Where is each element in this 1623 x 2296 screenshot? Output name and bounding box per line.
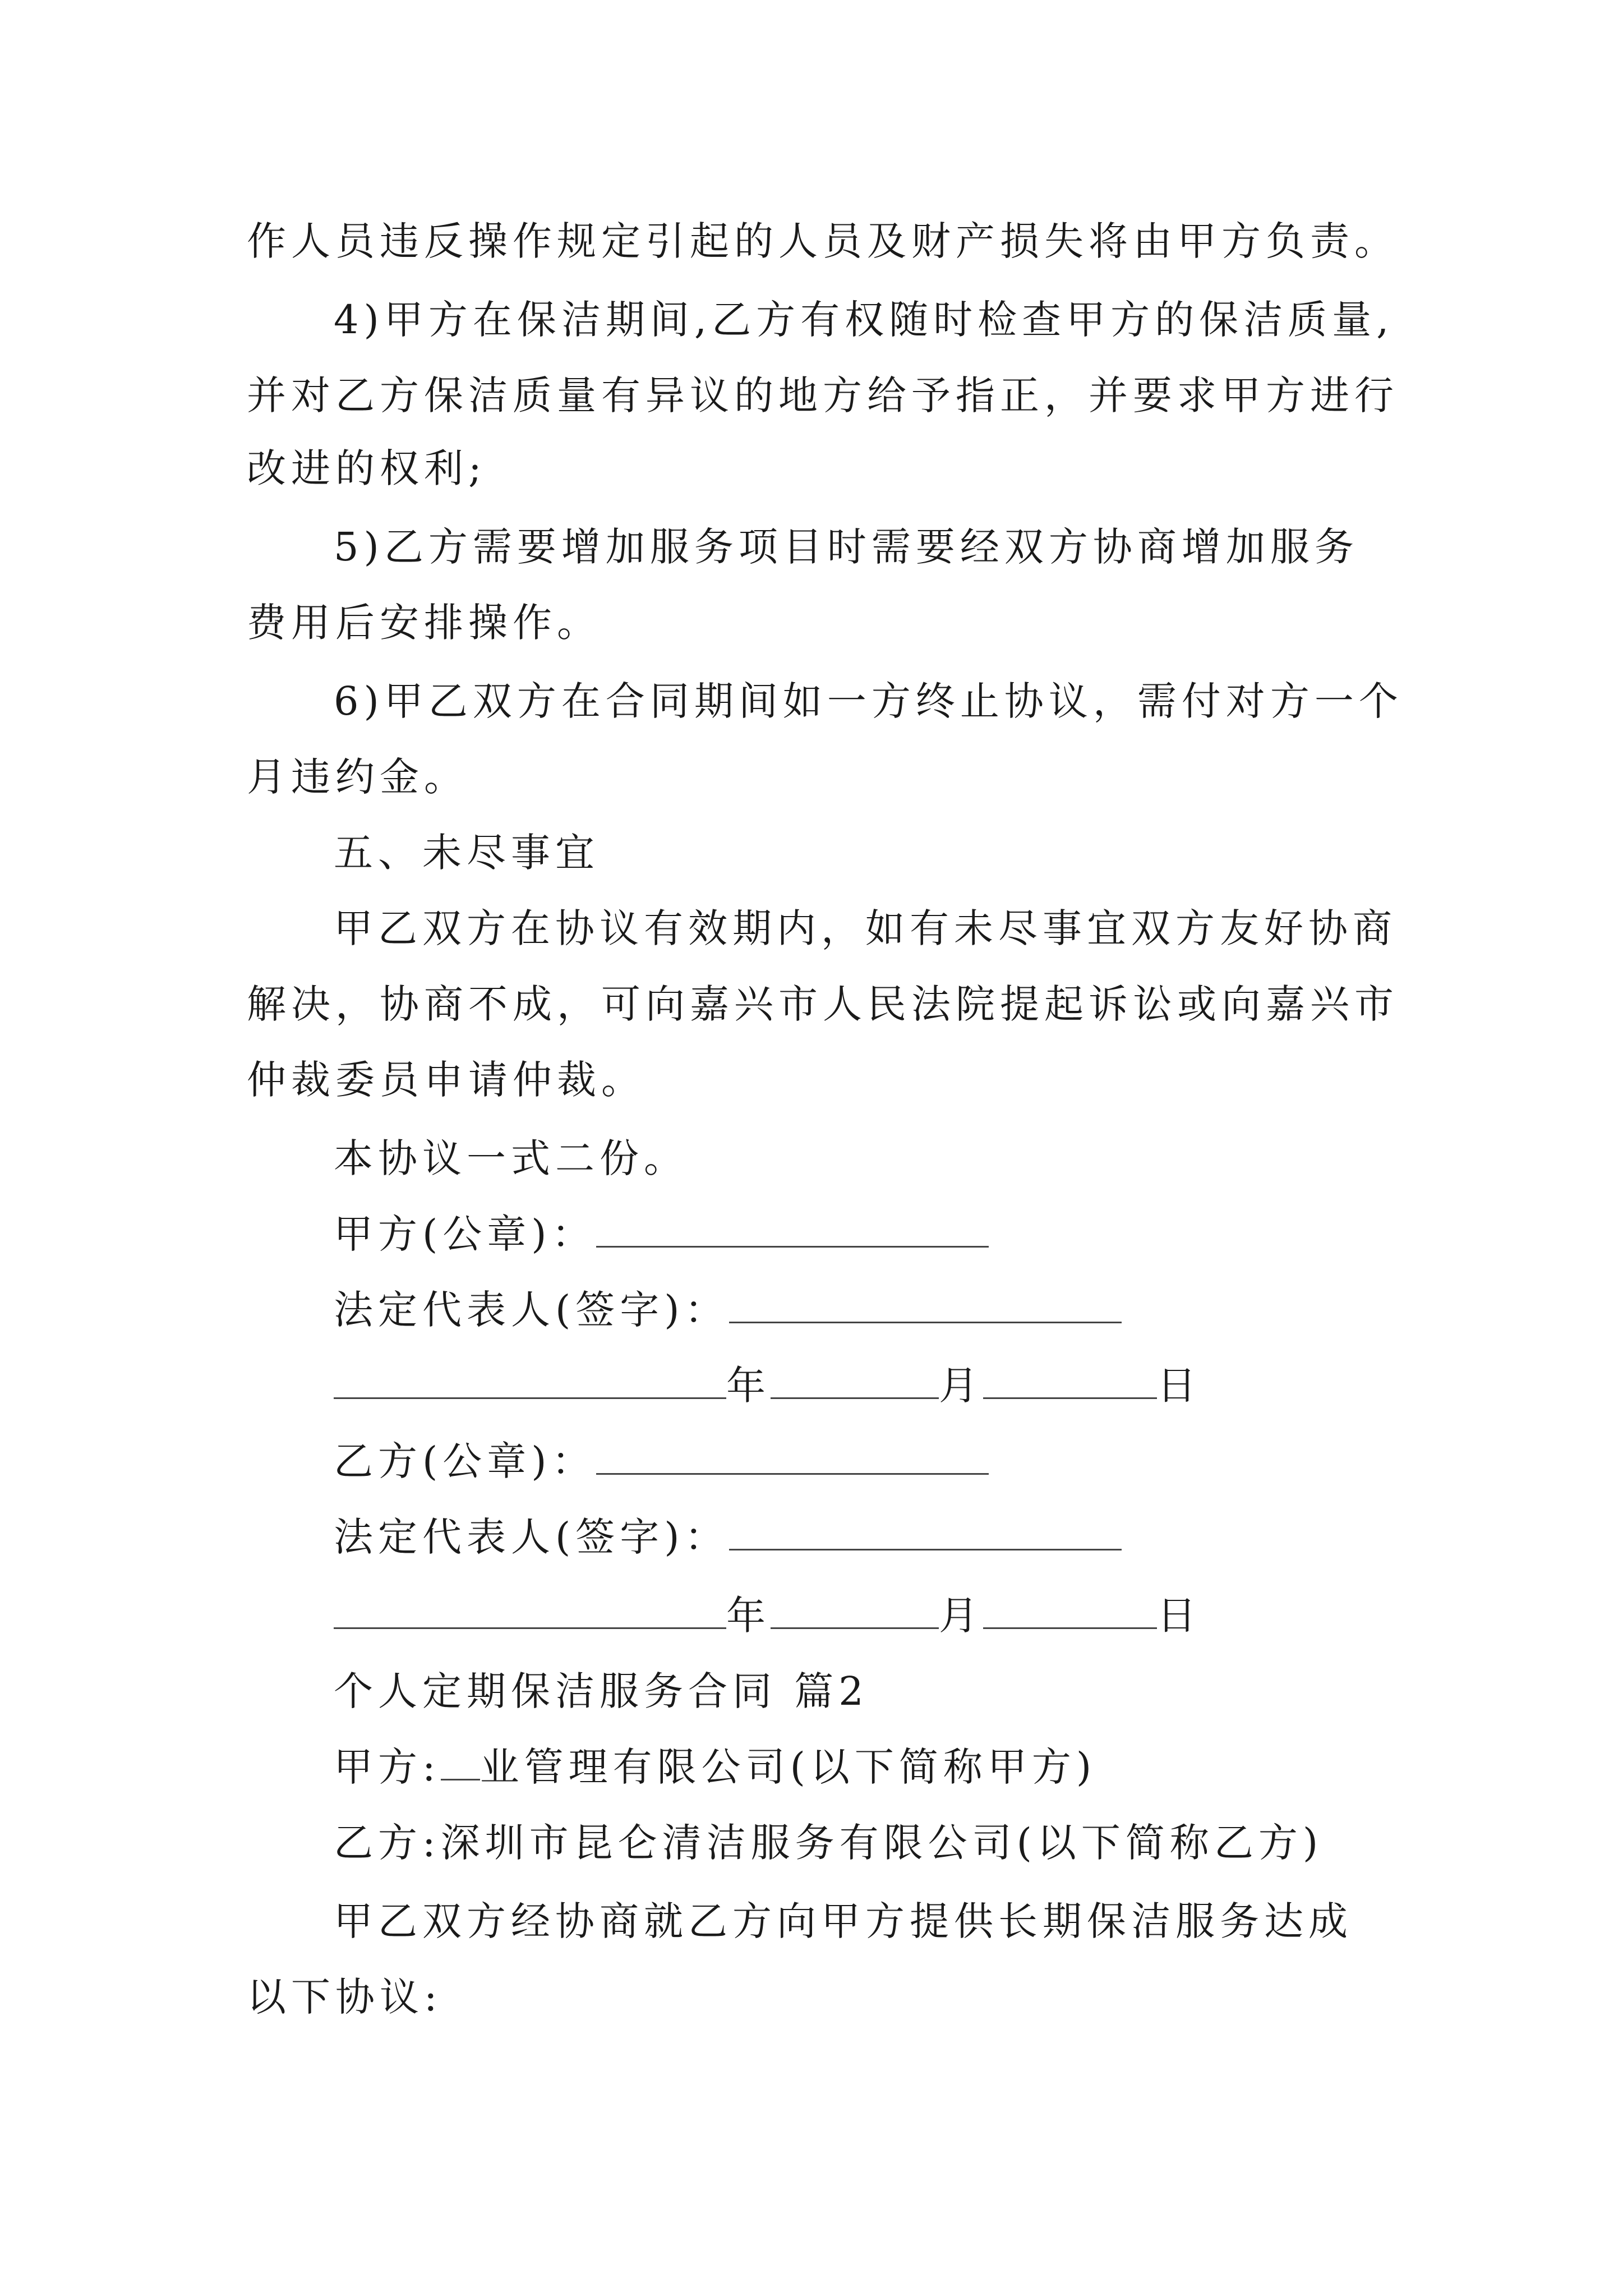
party-a-line: [334, 1742, 1096, 1792]
party-a-suffix: 业管理有限公司(以下简称甲方): [479, 1744, 1097, 1790]
party-b-seal-label: 乙方(公章)：: [334, 1438, 596, 1484]
party-b-rep-label: 法定代表人(签字)：: [334, 1514, 729, 1560]
year-label: 年: [726, 1593, 771, 1639]
party-a-year-blank[interactable]: [334, 1360, 726, 1399]
party-a-date-line: [334, 1360, 1201, 1411]
paragraph-line: 改进的权利;: [247, 445, 487, 491]
paragraph-line: 4)甲方在保洁期间,乙方有权随时检查甲方的保洁质量,: [334, 297, 1394, 343]
paragraph-line: 并对乙方保洁质量有异议的地方给予指正，并要求甲方进行: [247, 372, 1399, 418]
party-b-month-blank[interactable]: [771, 1590, 939, 1629]
party-a-rep-line: [334, 1285, 1122, 1335]
party-a-seal-blank[interactable]: [596, 1209, 989, 1248]
party-b-seal-blank[interactable]: [596, 1436, 989, 1475]
paragraph-line: 仲裁委员申请仲裁。: [247, 1057, 645, 1103]
section-title: 个人定期保洁服务合同 篇2: [334, 1668, 869, 1714]
party-b-seal-line: [334, 1436, 989, 1487]
paragraph-line: 解决，协商不成，可向嘉兴市人民法院提起诉讼或向嘉兴市: [247, 981, 1399, 1027]
paragraph-line: 6)甲乙双方在合同期间如一方终止协议，需付对方一个: [334, 678, 1403, 724]
month-label: 月: [939, 1593, 983, 1639]
party-a-day-blank[interactable]: [983, 1360, 1157, 1399]
paragraph-line: 甲乙双方在协议有效期内，如有未尽事宜双方友好协商: [334, 905, 1397, 951]
party-b-date-line: [334, 1590, 1201, 1641]
party-a-rep-label: 法定代表人(签字)：: [334, 1287, 729, 1333]
party-b-day-blank[interactable]: [983, 1590, 1157, 1629]
section-heading: 五、未尽事宜: [334, 830, 600, 876]
paragraph-line: 作人员违反操作规定引起的人员及财产损失将由甲方负责。: [247, 218, 1399, 264]
party-a-seal-label: 甲方(公章)：: [334, 1211, 596, 1257]
day-label: 日: [1157, 1593, 1201, 1639]
year-label: 年: [726, 1363, 771, 1409]
party-b-rep-line: [334, 1512, 1122, 1562]
paragraph-line: 甲乙双方经协商就乙方向甲方提供长期保洁服务达成: [334, 1898, 1353, 1944]
paragraph-line: 费用后安排操作。: [247, 600, 601, 646]
month-label: 月: [939, 1363, 983, 1409]
party-a-month-blank[interactable]: [771, 1360, 939, 1399]
party-a-name-blank[interactable]: [441, 1742, 480, 1780]
day-label: 日: [1157, 1363, 1201, 1409]
party-a-prefix: 甲方:: [334, 1744, 441, 1790]
party-a-rep-blank[interactable]: [729, 1285, 1122, 1323]
party-b-line: 乙方:深圳市昆仑清洁服务有限公司(以下简称乙方): [334, 1820, 1324, 1866]
paragraph-line: 5)乙方需要增加服务项目时需要经双方协商增加服务: [334, 524, 1359, 570]
paragraph-line: 以下协议:: [247, 1974, 442, 2020]
party-a-seal-line: [334, 1209, 989, 1259]
party-b-rep-blank[interactable]: [729, 1512, 1122, 1550]
paragraph-line: 月违约金。: [247, 754, 468, 800]
paragraph-line: 本协议一式二份。: [334, 1135, 688, 1181]
party-b-year-blank[interactable]: [334, 1590, 726, 1629]
